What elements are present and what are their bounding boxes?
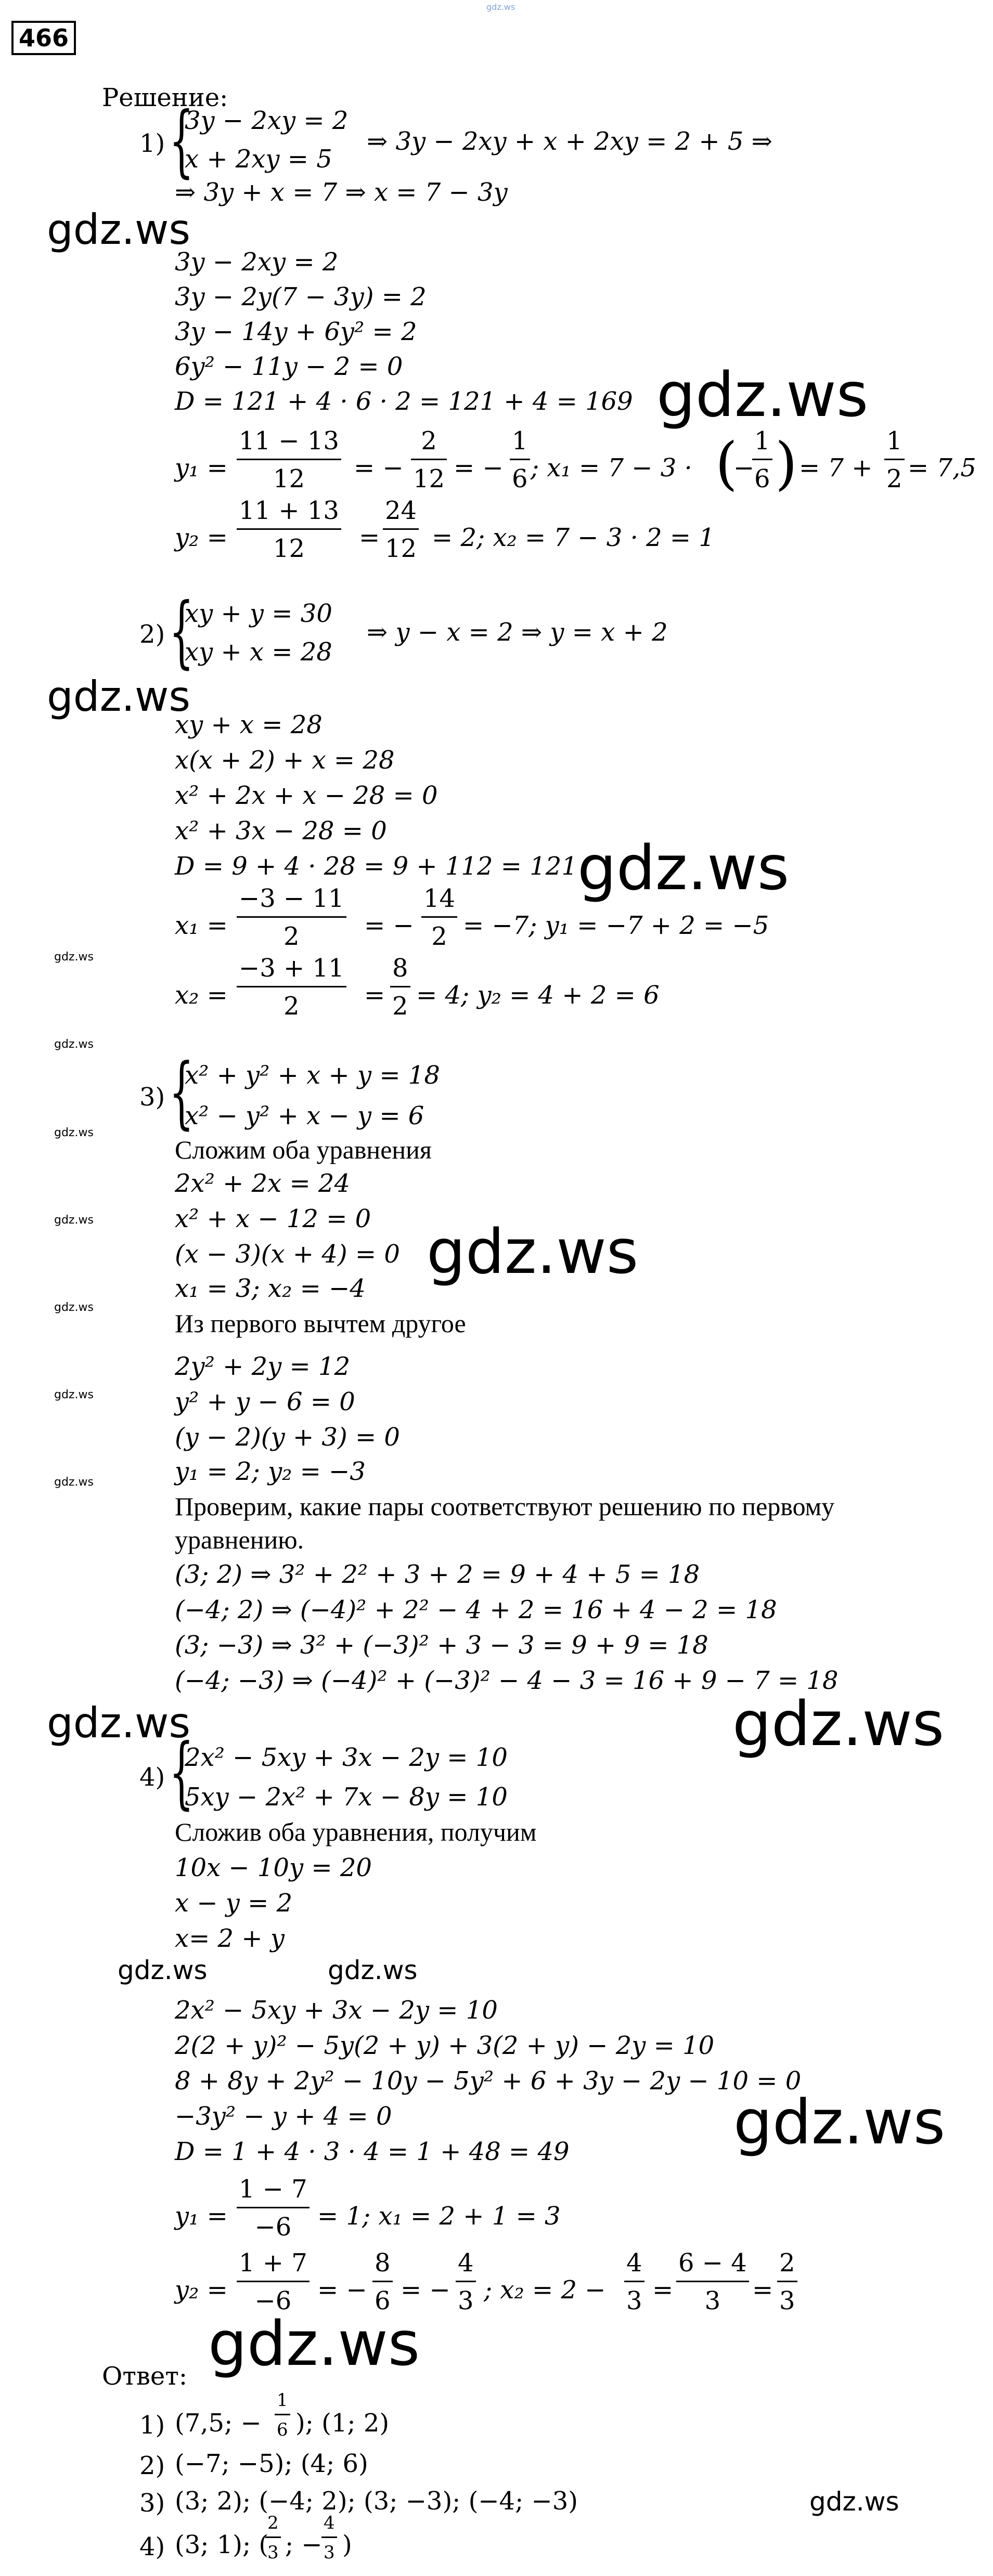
item-3-add-step-1: 2x² + 2x = 24 [175,1169,351,1198]
watermark: gdz.ws [118,1955,208,1985]
item-2-eq-2: xy + x = 28 [185,638,332,667]
watermark: gdz.ws [47,1699,191,1747]
item-1-x1: ; x₁ = 7 − 3 · [531,453,692,483]
item-1-line2: ⇒ 3y + x = 7 ⇒ x = 7 − 3y [175,178,508,207]
item-1-paren-open: ( [715,430,738,497]
item-3-sub-text: Из первого вычтем другое [175,1309,466,1338]
item-2-x2-lhs: x₂ = [175,981,228,1010]
item-3-eq-2: x² − y² + x − y = 6 [185,1101,424,1130]
watermark: gdz.ws [577,832,790,904]
item-3-check-text-2: уравнению. [175,1525,304,1554]
item-2-index: 2) [139,620,165,649]
item-1-y1-frac3: $\frac{1}{6}$ [510,426,530,493]
item-3-sub-step-1: 2y² + 2y = 12 [175,1352,351,1381]
item-4-discriminant: D = 1 + 4 · 3 · 4 = 1 + 48 = 49 [175,2137,570,2166]
watermark: gdz.ws [208,2308,420,2379]
item-2-step-2: x(x + 2) + x = 28 [175,746,395,775]
item-3-eq-1: x² + y² + x + y = 18 [185,1061,440,1090]
item-1-y2-frac2: $\frac{24}{12}$ [383,496,419,563]
item-4-y2-eq: = [652,2275,674,2305]
watermark: gdz.ws [656,359,869,431]
item-1-discriminant: D = 121 + 4 · 6 · 2 = 121 + 4 = 169 [175,387,633,416]
answer-4-index: 4) [139,2532,165,2561]
watermark: gdz.ws [54,1126,94,1139]
item-2-step-4: x² + 3x − 28 = 0 [175,816,387,845]
solution-label: Решение: [102,83,228,112]
item-4-y2-frac4: $\frac{4}{3}$ [624,2248,644,2315]
answer-4-text: (3; 1); ( [175,2530,269,2559]
item-1-brace: { [169,96,194,186]
item-2-step-3: x² + 2x + x − 28 = 0 [175,781,438,810]
item-4-add-text: Сложив оба уравнения, получим [175,1817,537,1846]
watermark: gdz.ws [328,1955,418,1985]
item-2-step-1: xy + x = 28 [175,710,323,739]
item-1-paren-close: ) [775,430,797,497]
item-2-x1-lhs: x₁ = [175,911,228,940]
watermark: gdz.ws [54,951,94,964]
answer-4-frac: $\frac{2}{3}$ [265,2513,281,2563]
item-2-x1-frac: $\frac{-3 - 11}{2}$ [237,884,346,951]
problem-number: 466 [11,21,76,55]
item-3-index: 3) [139,1083,165,1112]
item-2-brace: { [169,587,194,677]
item-1-y2-eq: = [359,523,380,552]
item-4-y2-eq2: = [752,2275,773,2305]
answer-4-mid: ; − [285,2530,323,2559]
item-1-step-2: 3y − 2y(7 − 3y) = 2 [175,282,427,311]
item-4-y2-frac2: $\frac{8}{6}$ [372,2248,393,2315]
item-4-y2-x2: ; x₂ = 2 − [484,2275,606,2305]
item-3-add-text: Сложим оба уравнения [175,1135,432,1164]
item-1-index: 1) [139,129,165,158]
item-4-y1-frac: $\frac{1 - 7}{-6}$ [237,2175,309,2242]
watermark: gdz.ws [733,2086,946,2158]
item-4-index: 4) [139,1763,165,1792]
item-2-eq-1: xy + y = 30 [185,599,332,628]
item-4-step-b-3: 8 + 8y + 2y² − 10y − 5y² + 6 + 3y − 2y − 10 = 0 [175,2066,802,2096]
item-1-y1-frac4: $\frac{1}{2}$ [884,426,905,493]
item-3-check-2: (−4; 2) ⇒ (−4)² + 2² − 4 + 2 = 16 + 4 − 2 = 18 [175,1595,777,1624]
item-1-y1-frac2: $\frac{2}{12}$ [411,426,447,493]
item-3-sub-step-4: y₁ = 2; y₂ = −3 [175,1457,366,1486]
item-4-y2-mid2: = − [401,2275,450,2305]
item-1-step-4: 6y² − 11y − 2 = 0 [175,352,403,381]
item-3-add-step-2: x² + x − 12 = 0 [175,1204,371,1233]
item-2-discriminant: D = 9 + 4 · 28 = 9 + 112 = 121 [175,852,577,881]
item-4-step-b-1: 2x² − 5xy + 3x − 2y = 10 [175,1996,498,2025]
item-4-eq-2: 5xy − 2x² + 7x − 8y = 10 [185,1783,508,1812]
item-4-y2-frac5: $\frac{6 - 4}{3}$ [676,2248,749,2315]
item-1-y2-lhs: y₂ = [175,523,228,552]
answer-1-index: 1) [139,2411,165,2440]
watermark: gdz.ws [427,1216,639,1287]
item-3-sub-step-3: (y − 2)(y + 3) = 0 [175,1423,400,1452]
item-1-y1-mid2: = − [454,453,504,483]
answer-2-index: 2) [139,2451,165,2480]
item-3-add-step-4: x₁ = 3; x₂ = −4 [175,1274,366,1303]
item-4-step-b-2: 2(2 + y)² − 5y(2 + y) + 3(2 + y) − 2y = 10 [175,2031,715,2060]
answer-4-tail: ) [342,2530,352,2559]
item-1-y1-tail: = 7 + [799,453,873,483]
answer-2-text: (−7; −5); (4; 6) [175,2449,368,2478]
item-1-y1-result: = 7,5 [908,453,976,483]
item-3-check-1: (3; 2) ⇒ 3² + 2² + 3 + 2 = 9 + 4 + 5 = 18 [175,1560,700,1589]
item-2-x2-eq: = [364,981,385,1010]
item-2-x2-frac: $\frac{-3 + 11}{2}$ [237,954,346,1021]
item-1-paren-minus: − [733,453,755,483]
watermark: gdz.ws [732,1688,945,1760]
answer-3-text: (3; 2); (−4; 2); (3; −3); (−4; −3) [175,2487,578,2516]
watermark: gdz.ws [54,1301,94,1314]
answer-1-tail: ); (1; 2) [295,2409,390,2438]
item-1-y2-frac: $\frac{11 + 13}{12}$ [237,496,341,563]
item-4-eq-1: 2x² − 5xy + 3x − 2y = 10 [185,1743,508,1772]
item-3-check-text-1: Проверим, какие пары соответствуют решению по первому [175,1492,835,1521]
item-1-y1-mid: = − [354,453,404,483]
item-4-y2-frac: $\frac{1 + 7}{-6}$ [237,2248,309,2315]
item-3-check-3: (3; −3) ⇒ 3² + (−3)² + 3 − 3 = 9 + 9 = 18 [175,1631,708,1660]
watermark: gdz.ws [47,672,191,721]
item-1-system-tail: ⇒ 3y − 2xy + x + 2xy = 2 + 5 ⇒ [367,127,772,156]
item-1-step-1: 3y − 2xy = 2 [175,248,339,277]
answer-3-index: 3) [139,2489,165,2518]
item-4-y2-mid: = − [317,2275,367,2305]
item-4-step-a-1: 10x − 10y = 20 [175,1853,372,1882]
item-4-step-a-2: x − y = 2 [175,1889,293,1918]
item-1-y1-frac: $\frac{11 - 13}{12}$ [237,426,341,493]
item-4-brace: { [169,1727,194,1818]
item-4-y2-frac6: $\frac{2}{3}$ [777,2248,797,2315]
item-3-add-step-3: (x − 3)(x + 4) = 0 [175,1240,400,1269]
item-2-x2-tail: = 4; y₂ = 4 + 2 = 6 [416,981,660,1010]
answer-1-frac: $\frac{1}{6}$ [275,2390,290,2440]
watermark: gdz.ws [47,205,191,254]
answer-label: Ответ: [102,2362,188,2391]
item-2-x1-mid: = − [364,911,414,940]
item-1-eq-1: 3y − 2xy = 2 [185,106,349,135]
answer-4-frac2: $\frac{4}{3}$ [321,2513,337,2563]
watermark: gdz.ws [809,2487,899,2517]
item-1-y1-lhs: y₁ = [175,453,228,483]
item-4-y1-lhs: y₁ = [175,2202,228,2231]
item-1-step-3: 3y − 14y + 6y² = 2 [175,317,417,346]
watermark: gdz.ws [54,1038,94,1051]
item-3-brace: { [169,1047,194,1138]
item-4-y2-frac3: $\frac{4}{3}$ [456,2248,476,2315]
item-4-y2-lhs: y₂ = [175,2275,228,2305]
item-2-x1-tail: = −7; y₁ = −7 + 2 = −5 [463,911,769,940]
item-2-system-tail: ⇒ y − x = 2 ⇒ y = x + 2 [367,618,668,647]
item-1-eq-2: x + 2xy = 5 [185,145,332,174]
watermark: gdz.ws [54,1476,94,1489]
item-4-y1-tail: = 1; x₁ = 2 + 1 = 3 [317,2202,561,2231]
answer-1-text: (7,5; − [175,2409,262,2438]
item-1-paren-frac: $\frac{1}{6}$ [752,426,772,493]
top-watermark: gdz.ws [486,2,515,12]
item-3-sub-step-2: y² + y − 6 = 0 [175,1387,355,1416]
item-2-x2-frac2: $\frac{8}{2}$ [390,954,410,1021]
item-1-y2-tail: = 2; x₂ = 7 − 3 · 2 = 1 [432,523,715,552]
item-3-check-4: (−4; −3) ⇒ (−4)² + (−3)² − 4 − 3 = 16 + 9 − 7 = 18 [175,1666,839,1695]
item-4-step-b-4: −3y² − y + 4 = 0 [175,2102,392,2131]
watermark: gdz.ws [54,1214,94,1227]
item-2-x1-frac2: $\frac{14}{2}$ [421,884,457,951]
item-4-step-a-3: x= 2 + y [175,1924,285,1953]
watermark: gdz.ws [54,1388,94,1401]
